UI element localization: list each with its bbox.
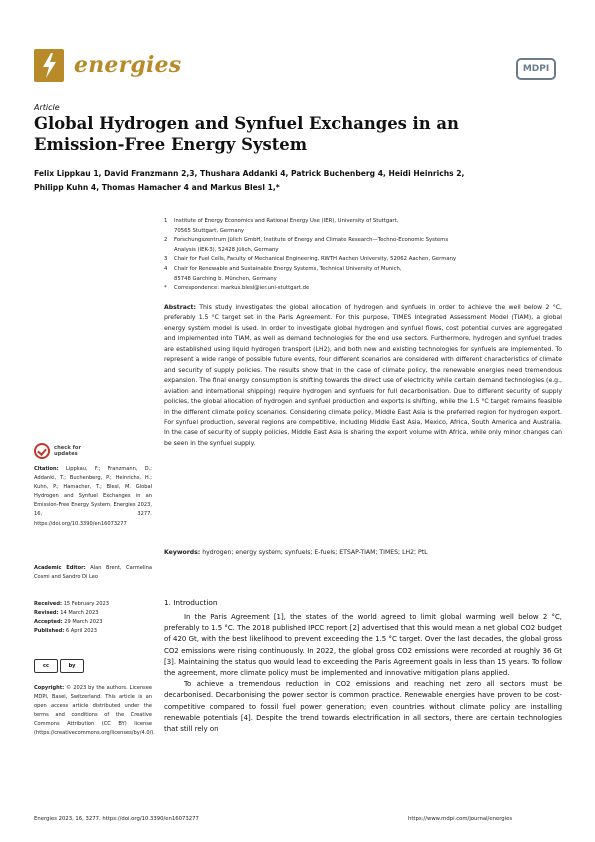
section-heading: 1. Introduction	[164, 598, 218, 607]
journal-name: energies	[74, 52, 182, 78]
body-text	[164, 612, 562, 735]
affiliation: Analysis (IEK-3), 52428 Jülich, Germany	[174, 246, 279, 253]
abstract-label: Abstract:	[164, 304, 196, 311]
author-list	[34, 167, 554, 195]
citation-block	[34, 465, 152, 529]
citation-text: Lippkau, F.; Franzmann, D.; Addanki, T.; Buchenberg, P.; Heinrichs, H.; Kuhn, P.; Hamacher, T.; Blesl, M. Global Hydrogen and Synfuel Exchanges in an Emission-Free Energy System. Energies 2023, 16, 3277. https://doi.org/10.3390/en16073277	[34, 466, 153, 527]
editors-block	[34, 564, 152, 582]
affiliation: 2 Forschungszentrum Jülich GmbH, Institute of Energy and Climate Research—Techno-Economic Systems	[164, 237, 449, 244]
affiliation: 70565 Stuttgart, Germany	[174, 227, 245, 234]
by-icon: by	[60, 659, 84, 673]
citation-label: Citation:	[34, 466, 59, 472]
date-row: Accepted: 29 March 2023	[34, 619, 103, 626]
editors-text: Alan Brent, Carmelina Cosmi and Sandro Di Leo	[34, 565, 153, 581]
abstract-text: This study investigates the global allocation of hydrogen and synfuels in order to achieve the well below 2 °C, preferably 1.5 °C target set in the Paris Agreement. For this purpose, TIMES Integrated Assessment Model (TIAM), a global energy system model is used. In order to investigate global hydrogen and synfuel flows, cost potential curves are aggregated and implemented into TIAM, as well as demand technologies for the end use sectors. Furthermore, hydrogen and synfuel trades are established using liquid hydrogen transport (LH2), and both new and existing technologies for synfuels are implemented. To represent a wide range of possible future events, four different scenarios are considered with different characteristics of climate and security of supply policies. The results show that in the case of climate policy, the renewable energies need tremendous expansion. The final energy consumption is shifting towards the direct use of electricity while certain demand technologies (e.g., aviation and international shipping) require hydrogen and synfuels for full decarbonisation. Due to different security of supply policies, the global allocation of hydrogen and synfuel production and exports is shifting, while the 1.5 °C target remains feasible in the different climate policy scenarios. Considering climate policy, Middle East Asia is the preferred region for hydrogen export. For synfuel production, several regions are competitive, including Middle East Asia, Mexico, Africa, South America and Australia. In the case of security of supply policies, Middle East Asia is sharing the export volume with Africa, while only minor changes can be seen in the synfuel supply.	[164, 304, 563, 447]
footer-citation[interactable]: Energies 2023, 16, 3277. https://doi.org/10.3390/en16073277	[34, 816, 199, 822]
paragraph: In the Paris Agreement [1], the states of the world agreed to limit global warming well below 2 °C, preferably to 1.5 °C. The 2018 published IPCC report [2] advertised that this would mean a net global CO2 budget of 420 Gt, with the best likelihood to prevent exceeding the 1.5 °C target. Over the last decades, the global gross CO2 emissions were rising continuously. In 2022, the global gross CO2 emissions were recorded at roughly 36 Gt [3]. Maintaining the status quo would lead to exceeding the Paris Agreement goals in less than 15 years. To follow the agreement, more climate policy must be implemented and innovative mitigation plans applied.	[164, 613, 562, 678]
cc-icon: cc	[34, 659, 58, 673]
paragraph: To achieve a tremendous reduction in CO2 emissions and reaching net zero all sectors must be decarbonised. Decarbonising the power sector is common practice. Renewable energies have proven to be cost-competitive compared to fossil fuel power generation; even countries without climate policy are installing renewable potentials [4]. Despite the trend towards electrification in all sectors, there are certain technologies that still rely on	[164, 680, 562, 734]
keywords-text: hydrogen; energy system; synfuels; E-fuels; ETSAP-TIAM; TIMES; LH2; PtL	[202, 549, 428, 556]
publisher-logo: MDPI	[516, 58, 556, 80]
affiliation: 4 Chair for Renewable and Sustainable Energy Systems, Technical University of Munich,	[164, 265, 402, 272]
paper-title: Global Hydrogen and Synfuel Exchanges in an Emission-Free Energy System	[34, 114, 459, 154]
correspondence[interactable]: * Correspondence: markus.blesl@ier.uni-stuttgart.de	[164, 285, 310, 292]
cc-license-badge[interactable]	[34, 659, 84, 673]
copyright-label: Copyright:	[34, 685, 65, 691]
article-type: Article	[34, 103, 60, 112]
footer-journal-url[interactable]: https://www.mdpi.com/journal/energies	[408, 816, 513, 822]
affiliation-list	[164, 217, 564, 294]
affiliation: 3 Chair for Fuel Cells, Faculty of Mechanical Engineering, RWTH Aachen University, 52062 Aachen, Germany	[164, 256, 457, 263]
keywords-label: Keywords:	[164, 549, 201, 556]
affiliation: 1 Institute of Energy Economics and Rational Energy Use (IER), University of Stuttgart,	[164, 218, 399, 224]
dates-block	[34, 600, 152, 636]
keywords	[164, 548, 562, 558]
date-row: Published: 6 April 2023	[34, 628, 98, 635]
affiliation: 85748 Garching b. München, Germany	[174, 275, 277, 282]
author-line: Felix Lippkau 1, David Franzmann 2,3, Thushara Addanki 4, Patrick Buchenberg 4, Heidi Heinrichs 2,	[34, 169, 465, 178]
copyright-block	[34, 684, 155, 739]
journal-logo-icon	[34, 49, 64, 82]
abstract	[164, 303, 562, 449]
copyright-text: © 2023 by the authors. Licensee MDPI, Basel, Switzerland. This article is an open access article distributed under the terms and conditions of the Creative Commons Attribution (CC BY) license (https://creativecommons.org/licenses/by/4.0/).	[34, 685, 155, 737]
date-row: Received: 15 February 2023	[34, 601, 109, 607]
check-updates-icon	[34, 443, 50, 459]
editors-label: Academic Editor:	[34, 565, 86, 571]
check-for-updates-button[interactable]: check for updates	[34, 441, 94, 461]
date-row: Revised: 14 March 2023	[34, 610, 99, 617]
author-line: Philipp Kuhn 4, Thomas Hamacher 4 and Markus Blesl 1,*	[34, 183, 280, 192]
